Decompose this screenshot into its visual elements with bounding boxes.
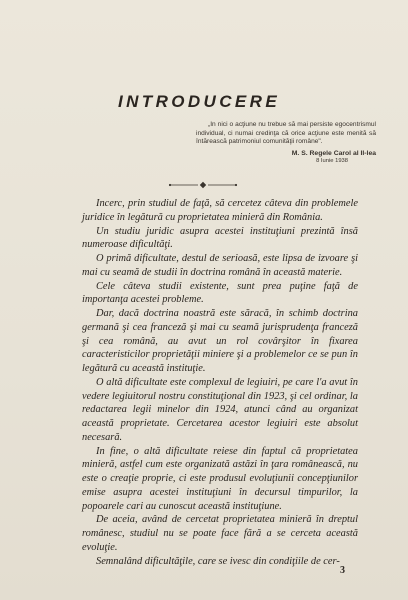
paragraph: De aceia, având de cercetat proprietatea minieră în dreptul românesc, studiul nu se poate face fără a se cerceta această evoluţie. <box>82 514 358 553</box>
paragraph: Semnalând dificultăţile, care se ivesc din condiţiile de cer- <box>96 555 340 567</box>
page-number: 3 <box>340 565 345 576</box>
paragraph: Un studiu juridic asupra acestei instituţiuni prezintă însă numeroase dificultăţi. <box>82 225 358 251</box>
paragraph: O primă dificultate, destul de serioasă, este lipsa de izvoare şi mai cu seamă de studii în doctrina română în această materie. <box>82 253 358 278</box>
ornament-divider-icon <box>168 181 238 189</box>
paragraph: In fine, o altă dificultate reiese din faptul că proprietatea minieră, astfel cum este organizată astăzi în ţara românească, nu este o creaţie proprie, ci este produsul evoluţiunii concepţiunilor emise asupra acestei instituţiuni în decursul timpurilor, la popoarele cari au cunoscut această instituţiune. <box>82 445 358 512</box>
epigraph-quote: „In nici o acţiune nu trebue să mai persiste egocentrismul individual, ci numai credinţa că orice acţiune este menită să întărească patrimoniul comunităţii române". <box>196 121 376 146</box>
paragraph: Cele câteva studii existente, sunt prea puţine faţă de importanţa acestei probleme. <box>82 280 358 306</box>
epigraph-author: M. S. Regele Carol al II-lea <box>291 149 376 157</box>
paragraph: Dar, dacă doctrina noastră este săracă, în schimb doctrina germană şi cea franceză şi mai cu seamă jurisprudenţa franceză şi cea română, au avut un rol covârşitor în fixarea caracteristicilor proprietăţii miniere şi a problemelor ce se pun în legătură cu această instituţie. <box>82 308 358 374</box>
epigraph <box>196 121 376 165</box>
paragraph: Incerc, prin studiul de faţă, să cercetez câteva din problemele juridice în legătură cu proprietatea minieră din România. <box>82 198 358 223</box>
chapter-title: INTRODUCERE <box>118 92 281 111</box>
body-text <box>82 197 358 568</box>
epigraph-date: 8 Iunie 1938 <box>316 157 348 164</box>
paragraph: O altă dificultate este complexul de legiuiri, pe care l'a avut în vedere legiuitorul nostru constituţional din 1923, şi cel ordinar, la redactarea legii minelor din 1924, atunci când au organizat această proprietate. Cercetarea acestor legiuiri este absolut necesară. <box>82 376 358 443</box>
